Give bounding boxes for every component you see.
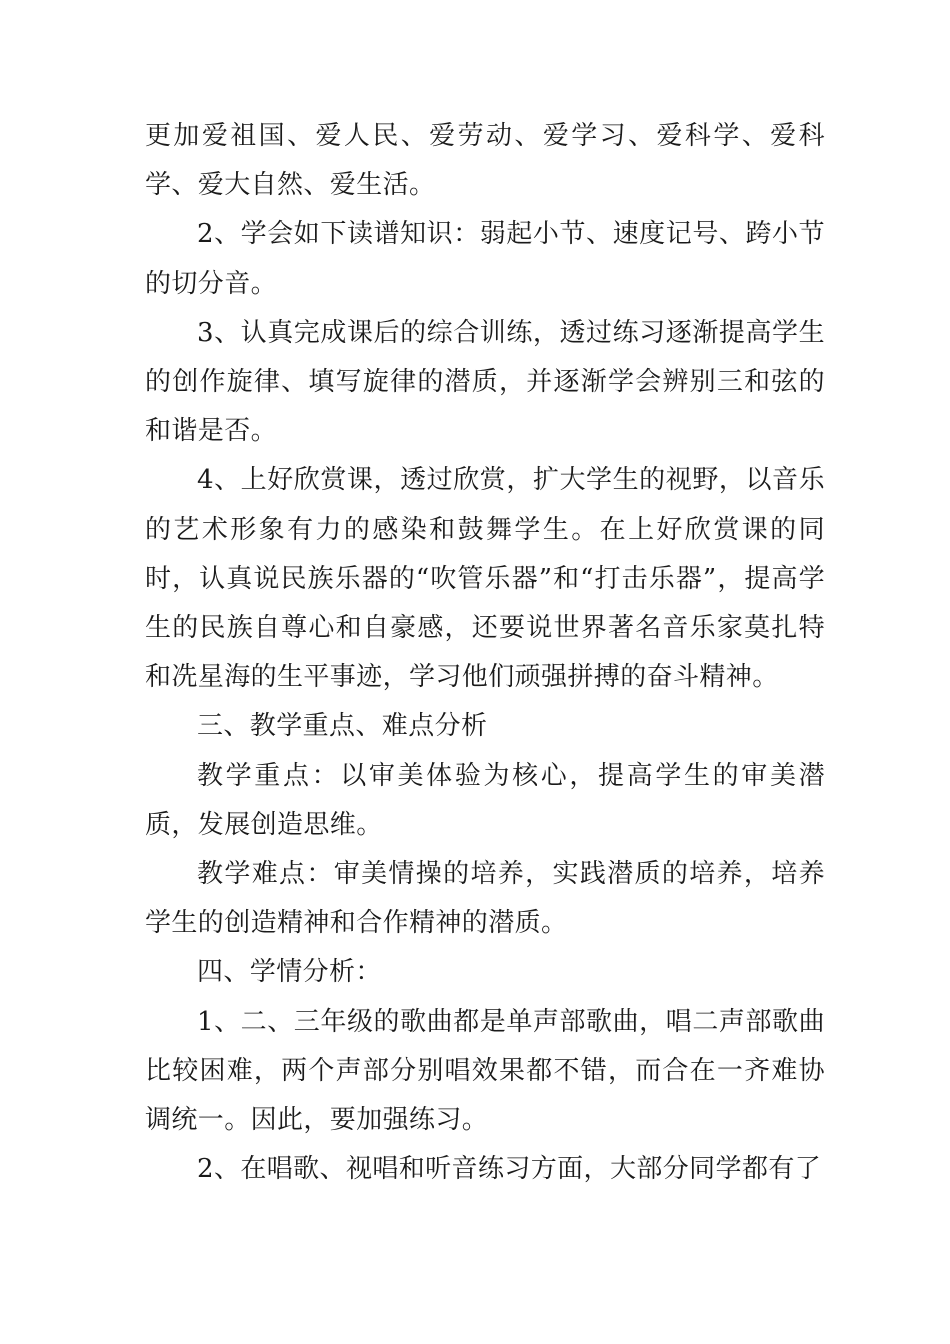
paragraph-analysis-2: 2、在唱歌、视唱和听音练习方面，大部分同学都有了 <box>197 1154 822 1185</box>
paragraph-item-2: 2、学会如下读谱知识：弱起小节、速度记号、跨小节的切分音。 <box>145 219 825 299</box>
paragraph-key-points: 教学重点：以审美体验为核心，提高学生的审美潜质，发展创造思维。 <box>145 760 825 840</box>
section-heading-3: 三、教学重点、难点分析 <box>197 711 488 742</box>
paragraph-item-4: 4、上好欣赏课，透过欣赏，扩大学生的视野，以音乐的艺术形象有力的感染和鼓舞学生。在上好欣赏课的同时，认真说民族乐器的“吹管乐器”和“打击乐器”，提高学生的民族自尊心和自豪感，还要说世界著名音乐家莫扎特和冼星海的生平事迹，学习他们顽强拼搏的奋斗精神。 <box>145 465 825 693</box>
document-body <box>145 112 825 1194</box>
paragraph-difficulties: 教学难点：审美情操的培养，实践潜质的培养，培养学生的创造精神和合作精神的潜质。 <box>145 859 825 939</box>
paragraph-item-3: 3、认真完成课后的综合训练，透过练习逐渐提高学生的创作旋律、填写旋律的潜质，并逐渐学会辨别三和弦的和谐是否。 <box>145 317 825 447</box>
paragraph-analysis-1: 1、二、三年级的歌曲都是单声部歌曲，唱二声部歌曲比较困难，两个声部分别唱效果都不错，而合在一齐难协调统一。因此，要加强练习。 <box>145 1006 825 1136</box>
paragraph-continuation: 更加爱祖国、爱人民、爱劳动、爱学习、爱科学、爱科学、爱大自然、爱生活。 <box>145 121 825 201</box>
section-heading-4: 四、学情分析： <box>197 957 382 988</box>
